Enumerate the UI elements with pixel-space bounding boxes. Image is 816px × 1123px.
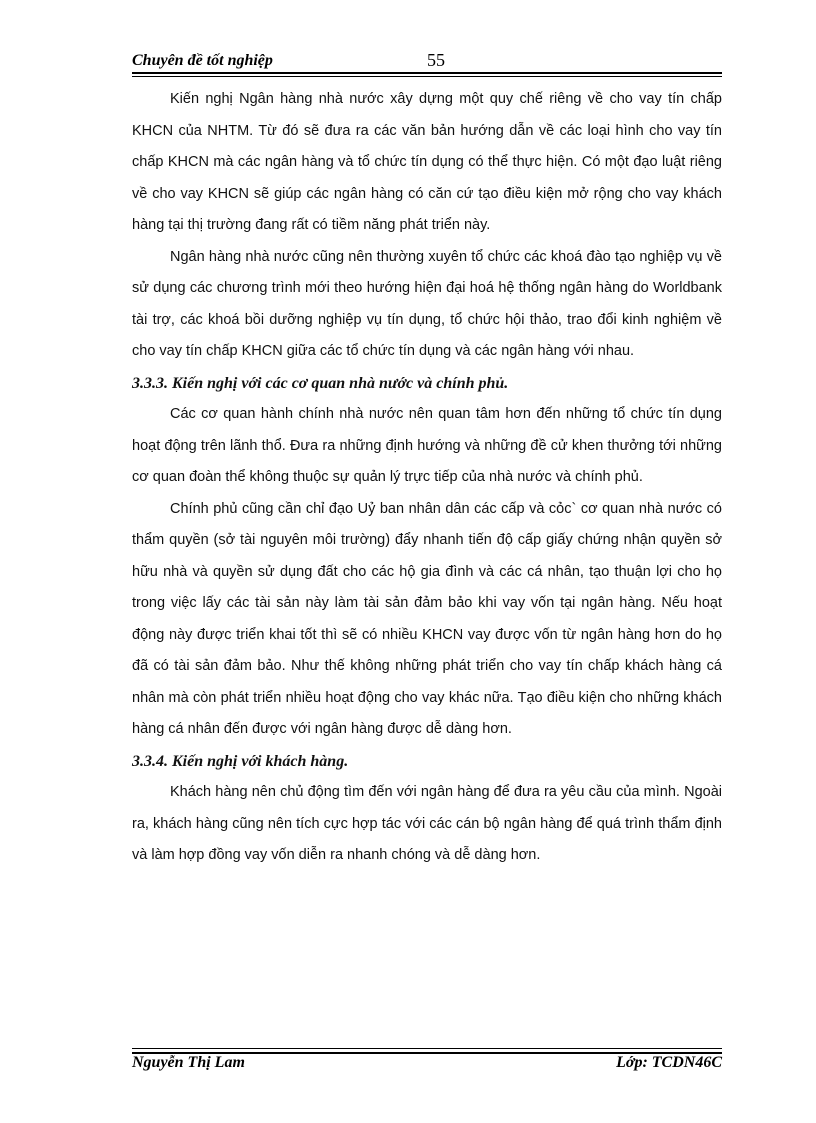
page-footer (132, 1052, 722, 1076)
paragraph: Khách hàng nên chủ động tìm đến với ngân hàng để đưa ra yêu cầu của mình. Ngoài ra, khách hàng cũng nên tích cực hợp tác với các cán bộ ngân hàng để quá trình thẩm định và làm hợp đồng vay vốn diễn ra nhanh chóng và dễ dàng hơn. (132, 784, 722, 863)
footer-class: Lớp: TCDN46C (616, 1054, 722, 1071)
header-rule-thin (132, 76, 722, 77)
page-number: 55 (427, 50, 445, 70)
paragraph: Ngân hàng nhà nước cũng nên thường xuyên tổ chức các khoá đào tạo nghiệp vụ về sử dụng các chương trình mới theo hướng hiện đại hoá hệ thống ngân hàng do Worldbank tài trợ, các khoá bồi dưỡng nghiệp vụ tín dụng, tổ chức hội thảo, trao đổi kinh nghiệm về cho vay tín chấp KHCN giữa các tổ chức tín dụng và các ngân hàng với nhau. (132, 248, 722, 359)
document-body (132, 84, 722, 872)
paragraph: Các cơ quan hành chính nhà nước nên quan tâm hơn đến những tổ chức tín dụng hoạt động trên lãnh thổ. Đưa ra những định hướng và những đề cử khen thưởng tới những cơ quan đoàn thể không thuộc sự quản lý trực tiếp của nhà nước và chính phủ. (132, 406, 722, 485)
header-rule (132, 72, 722, 74)
footer-author: Nguyễn Thị Lam (132, 1054, 245, 1071)
footer-rule-thin (132, 1048, 722, 1049)
paragraph: Kiến nghị Ngân hàng nhà nước xây dựng một quy chế riêng về cho vay tín chấp KHCN của NHTM. Từ đó sẽ đưa ra các văn bản hướng dẫn về các loại hình cho vay tín chấp KHCN mà các ngân hàng và tổ chức tín dụng có thể thực hiện. Có một đạo luật riêng về cho vay KHCN sẽ giúp các ngân hàng có căn cứ tạo điều kiện mở rộng cho vay khách hàng tại thị trường đang rất có tiềm năng phát triển này. (132, 91, 722, 233)
header-title: Chuyên đề tốt nghiệp (132, 52, 273, 69)
section-heading: 3.3.3. Kiến nghị với các cơ quan nhà nước và chính phủ. (132, 374, 509, 392)
paragraph: Chính phủ cũng cần chỉ đạo Uỷ ban nhân dân các cấp và cỏc` cơ quan nhà nước có thẩm quyền (sở tài nguyên môi trường) đẩy nhanh tiến độ cấp giấy chứng nhận quyền sở hữu nhà và quyền sử dụng đất cho các hộ gia đình và các cá nhân, tạo thuận lợi cho họ trong việc lấy các tài sản này làm tài sản đảm bảo khi vay vốn tại ngân hàng. Nếu hoạt động này được triển khai tốt thì sẽ có nhiều KHCN vay được vốn từ ngân hàng hơn do họ đã có tài sản đảm bảo. Như thế không những phát triển cho vay tín chấp khách hàng cá nhân mà còn phát triển nhiều hoạt động cho vay khác nữa. Tạo điều kiện cho những khách hàng cá nhân đến được với ngân hàng được dễ dàng hơn. (132, 500, 722, 737)
section-heading: 3.3.4. Kiến nghị với khách hàng. (132, 752, 349, 770)
